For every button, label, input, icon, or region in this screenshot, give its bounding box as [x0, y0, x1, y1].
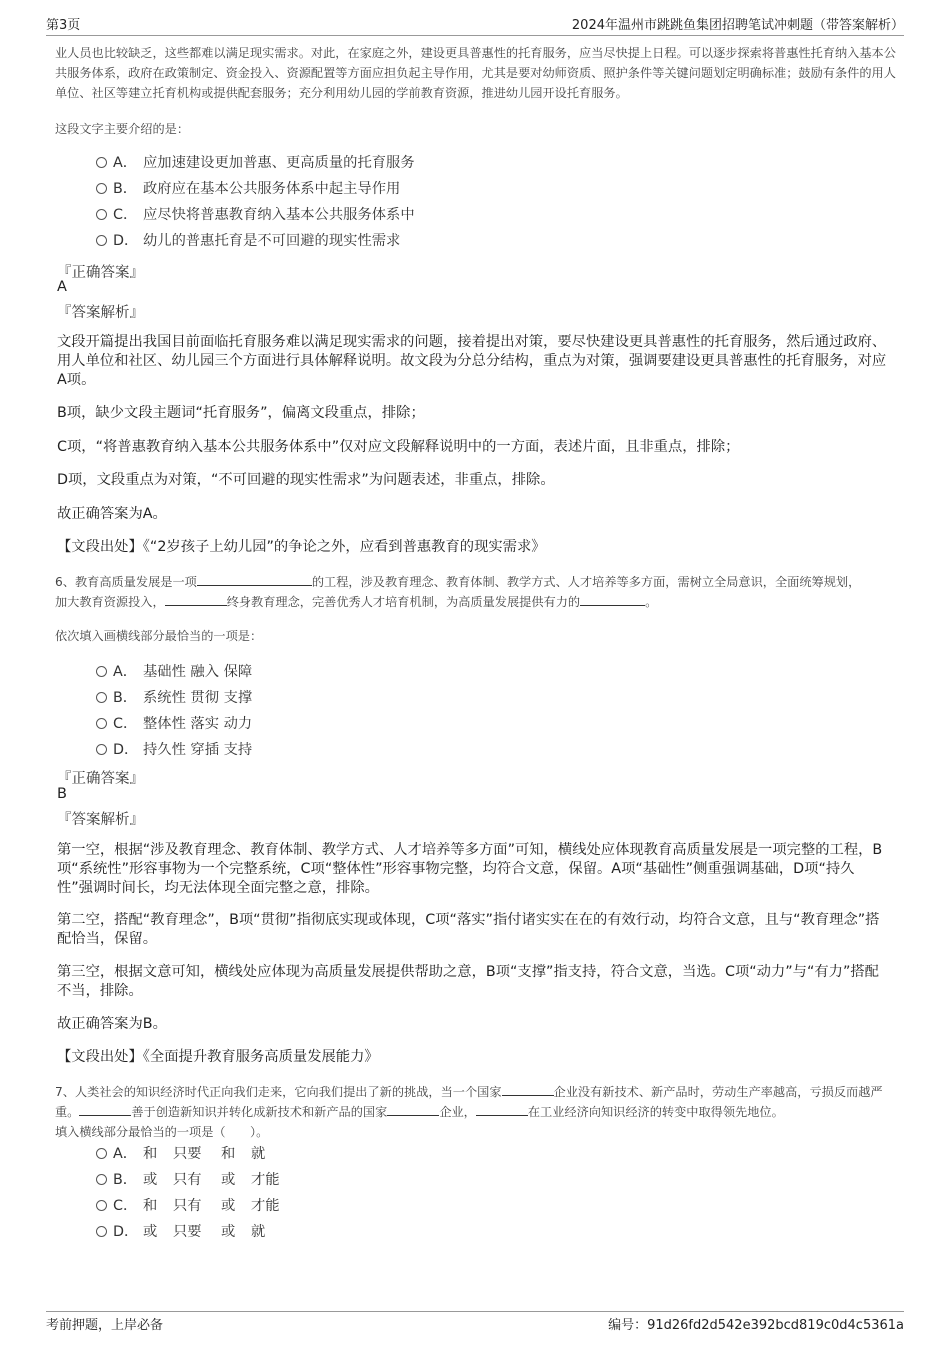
q6-option-d[interactable]: D． 持久性 穿插 支持: [96, 738, 252, 762]
radio-icon[interactable]: [96, 1200, 107, 1211]
radio-icon[interactable]: [96, 183, 107, 194]
blank-line: [79, 1103, 131, 1116]
q5-option-c[interactable]: C． 应尽快将普惠教育纳入基本公共服务体系中: [96, 203, 415, 227]
q6-answer: B: [57, 786, 67, 802]
q6-analysis-label: 『答案解析』: [57, 812, 144, 828]
blank-line: [502, 1083, 554, 1096]
footer-divider: [46, 1311, 904, 1312]
q6-question: 依次填入画横线部分最恰当的一项是：: [55, 629, 263, 643]
radio-icon[interactable]: [96, 209, 107, 220]
footer-slogan: 考前押题，上岸必备: [46, 1318, 164, 1333]
q5-analysis-label: 『答案解析』: [57, 305, 144, 321]
q7-option-a[interactable]: A． 和 只要 和 就: [96, 1142, 265, 1166]
radio-icon[interactable]: [96, 235, 107, 246]
q6-analysis-1: 第一空，根据“涉及教育理念、教育体制、教学方式、人才培养等多方面”可知，横线处应体现教育高质量发展是一项完整的工程，B项“系统性”形容事物为一个完整系统，C项“整体性”形容事物完整，均符合文意，保留。A项“基础性”侧重强调基础，D项“持久性”强调时间长，均无法体现全面完整之意，排除。: [57, 842, 883, 896]
blank-line: [197, 573, 312, 586]
q6-option-b[interactable]: B． 系统性 贯彻 支撑: [96, 686, 252, 710]
q6-source: 【文段出处】《全面提升教育服务高质量发展能力》: [57, 1049, 379, 1065]
document-title: 2024年温州市跳跳鱼集团招聘笔试冲刺题（带答案解析）: [571, 18, 904, 33]
document-code: 编号：91d26fd2d542e392bcd819c0d4c5361a: [608, 1318, 904, 1333]
q5-option-a[interactable]: A． 应加速建设更加普惠、更高质量的托育服务: [96, 151, 415, 175]
q6-analysis-2: 第二空，搭配“教育理念”，B项“贯彻”指彻底实现或体现，C项“落实”指付诸实实在在的有效行动，均符合文意，且与“教育理念”搭配恰当，保留。: [57, 912, 880, 947]
q7-stem: 7、人类社会的知识经济时代正向我们走来，它向我们提出了新的挑战，当一个国家 企业没有新技术、新产品时，劳动生产率越高，亏损反而越严重。 善于创造新知识并转化成新技术和新产品的国家 企业， 在工业经济向知识经济的转变中取得领先地位。 填入横线部分最恰当的一项是（ ）。: [55, 1085, 883, 1139]
q5-answer: A: [57, 279, 67, 295]
blank-line: [476, 1103, 528, 1116]
q6-analysis-4: 故正确答案为B。: [57, 1016, 167, 1032]
blank-line: [580, 593, 645, 606]
header-divider: [46, 35, 904, 36]
page-number: 第3页: [46, 18, 81, 33]
radio-icon[interactable]: [96, 1226, 107, 1237]
radio-icon[interactable]: [96, 666, 107, 677]
q7-option-c[interactable]: C． 和 只有 或 才能: [96, 1194, 280, 1218]
q5-question: 这段文字主要介绍的是：: [55, 122, 190, 136]
radio-icon[interactable]: [96, 157, 107, 168]
q7-option-d[interactable]: D． 或 只要 或 就: [96, 1220, 265, 1244]
q5-option-b[interactable]: B． 政府应在基本公共服务体系中起主导作用: [96, 177, 400, 201]
q7-option-b[interactable]: B． 或 只有 或 才能: [96, 1168, 280, 1192]
q5-source: 【文段出处】《“2岁孩子上幼儿园”的争论之外，应看到普惠教育的现实需求》: [57, 539, 546, 555]
blank-line: [387, 1103, 439, 1116]
radio-icon[interactable]: [96, 718, 107, 729]
q6-answer-label: 『正确答案』: [57, 771, 144, 787]
q6-analysis-3: 第三空，根据文意可知，横线处应体现为高质量发展提供帮助之意，B项“支撑”指支持，符合文意，当选。C项“动力”与“有力”搭配不当，排除。: [57, 964, 879, 999]
q6-stem: 6、教育高质量发展是一项 的工程，涉及教育理念、教育体制、教学方式、人才培养等多方面，需树立全局意识，全面统筹规划， 加大教育资源投入， 终身教育理念，完善优秀人才培育机制，为高质量发展提供有力的 。: [55, 575, 861, 609]
q5-analysis-3: C项，“将普惠教育纳入基本公共服务体系中”仅对应文段解释说明中的一方面，表述片面，且非重点，排除；: [57, 439, 740, 455]
radio-icon[interactable]: [96, 1174, 107, 1185]
radio-icon[interactable]: [96, 744, 107, 755]
blank-line: [165, 593, 227, 606]
q6-option-a[interactable]: A． 基础性 融入 保障: [96, 660, 252, 684]
q6-option-c[interactable]: C． 整体性 落实 动力: [96, 712, 252, 736]
q5-passage: 业人员也比较缺乏，这些都难以满足现实需求。对此，在家庭之外，建设更具普惠性的托育服务，应当尽快提上日程。可以逐步探索将普惠性托育纳入基本公共服务体系，政府在政策制定、资金投入、资源配置等方面应担负起主导作用，尤其是要对幼师资质、照护条件等关键问题划定明确标准；鼓励有条件的用人单位、社区等建立托育机构或提供配套服务；充分利用幼儿园的学前教育资源，推进幼儿园开设托育服务。: [55, 46, 896, 100]
q5-analysis-2: B项，缺少文段主题词“托育服务”，偏离文段重点，排除；: [57, 405, 425, 421]
q5-answer-label: 『正确答案』: [57, 265, 144, 281]
q5-analysis-5: 故正确答案为A。: [57, 506, 167, 522]
q5-analysis-4: D项，文段重点为对策，“不可回避的现实性需求”为问题表述，非重点，排除。: [57, 472, 555, 488]
q5-analysis-1: 文段开篇提出我国目前面临托育服务难以满足现实需求的问题，接着提出对策，要尽快建设更具普惠性的托育服务，然后通过政府、用人单位和社区、幼儿园三个方面进行具体解释说明。故文段为分总分结构，重点为对策，强调要建设更具普惠性的托育服务，对应A项。: [57, 334, 887, 388]
q5-option-d[interactable]: D． 幼儿的普惠托育是不可回避的现实性需求: [96, 229, 400, 253]
radio-icon[interactable]: [96, 692, 107, 703]
radio-icon[interactable]: [96, 1148, 107, 1159]
